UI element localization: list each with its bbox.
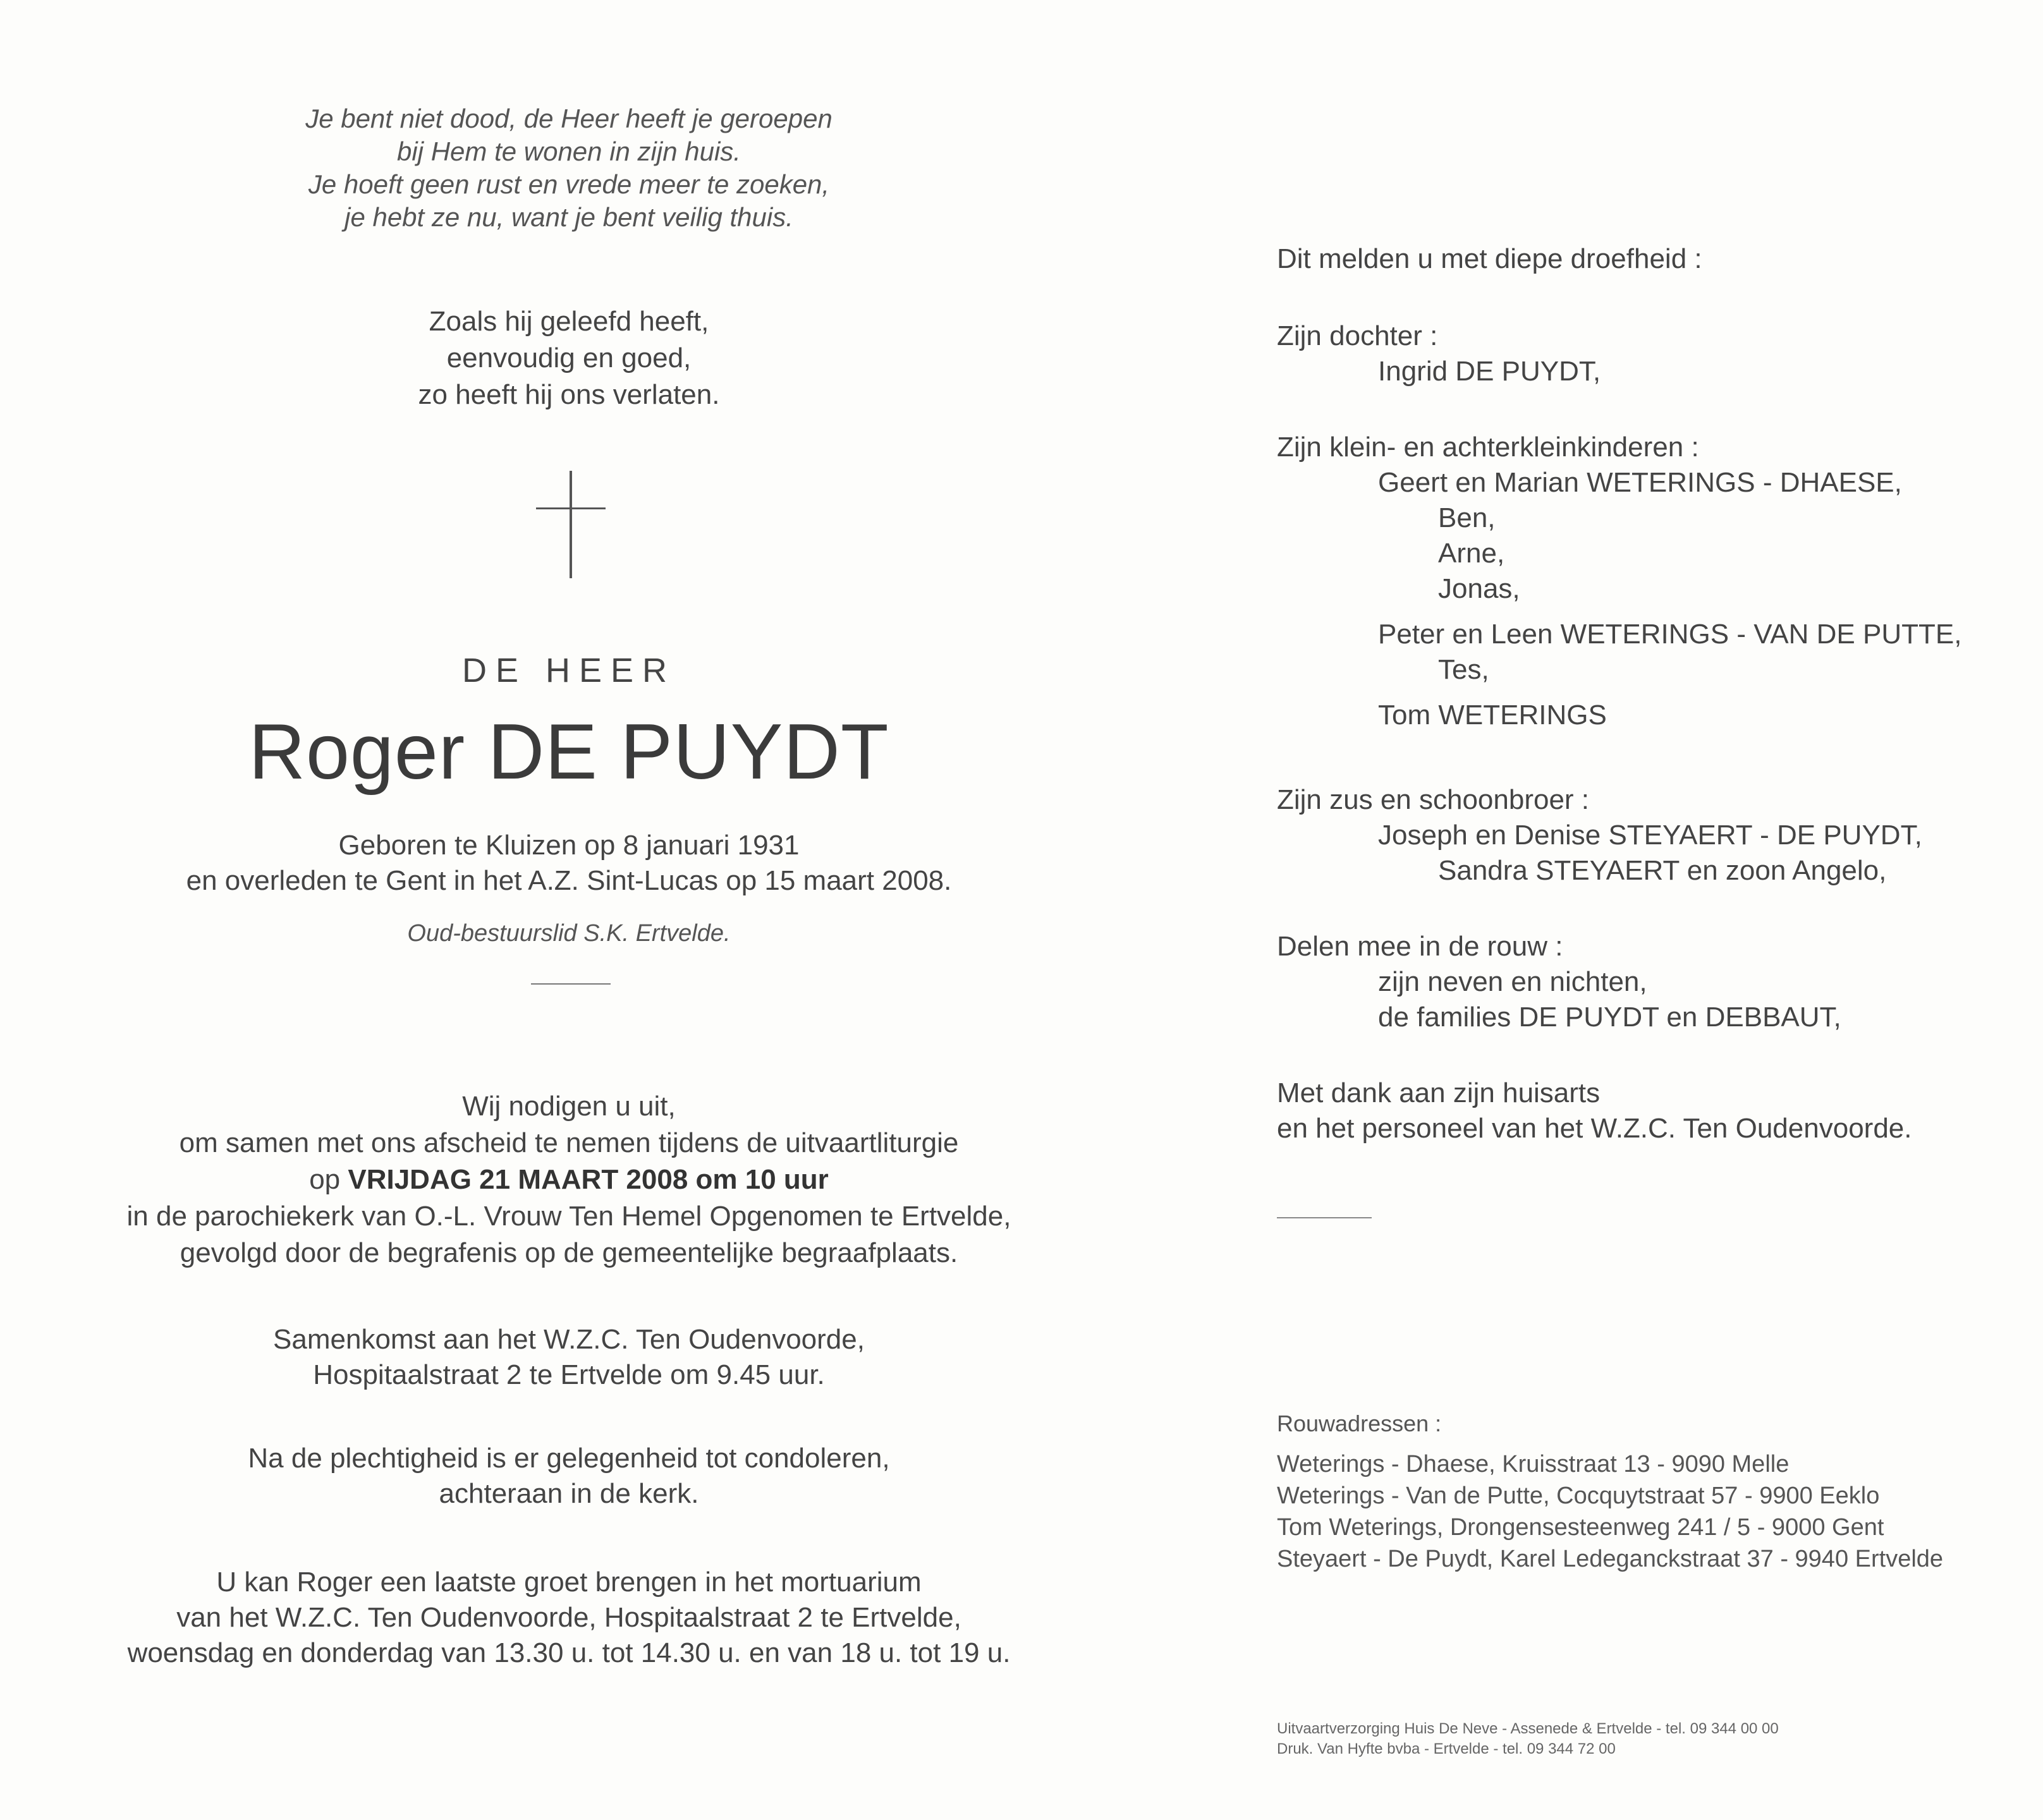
grandchildren-heading: Zijn klein- en achterkleinkinderen : — [1277, 432, 1699, 463]
invitation — [0, 1088, 1138, 1271]
poem-line: Je hoeft geen rust en vrede meer te zoeken, — [308, 169, 830, 199]
mortuary-line: woensdag en donderdag van 13.30 u. tot 14.30 u. en van 18 u. tot 19 u. — [127, 1637, 1011, 1668]
mourning-line: de families DE PUYDT en DEBBAUT, — [1378, 1002, 1841, 1033]
funeral-date: VRIJDAG 21 MAART 2008 om 10 uur — [348, 1164, 829, 1195]
divider — [531, 983, 611, 985]
great-grandchild: Arne, — [1438, 538, 1505, 569]
motto-line: zo heeft hij ons verlaten. — [418, 379, 720, 410]
printer-line: Uitvaartverzorging Huis De Neve - Assenede & Ertvelde - tel. 09 344 00 00 — [1277, 1720, 1779, 1737]
great-grandchild: Jonas, — [1438, 573, 1520, 604]
printer-credits — [1277, 1719, 1779, 1759]
gathering-line: Samenkomst aan het W.Z.C. Ten Oudenvoorde, — [273, 1324, 865, 1355]
mortuary — [0, 1565, 1138, 1671]
address-line: Weterings - Dhaese, Kruisstraat 13 - 9090 Melle — [1277, 1451, 1790, 1477]
divider — [1277, 1217, 1372, 1218]
poem-line: Je bent niet dood, de Heer heeft je geroepen — [305, 104, 832, 133]
poem-line: je hebt ze nu, want je bent veilig thuis. — [345, 202, 793, 232]
mortuary-line: van het W.Z.C. Ten Oudenvoorde, Hospitaalstraat 2 te Ertvelde, — [176, 1602, 961, 1633]
thanks-line: en het personeel van het W.Z.C. Ten Oudenvoorde. — [1277, 1113, 1912, 1144]
sister-child: Sandra STEYAERT en zoon Angelo, — [1438, 855, 1887, 886]
daughter-heading: Zijn dochter : — [1277, 320, 1438, 351]
grandchild-family: Peter en Leen WETERINGS - VAN DE PUTTE, — [1378, 619, 1962, 650]
cross-icon — [536, 471, 606, 578]
address-line: Tom Weterings, Drongensesteenweg 241 / 5 - 9000 Gent — [1277, 1514, 1884, 1541]
gathering-line: Hospitaalstraat 2 te Ertvelde om 9.45 uur. — [313, 1359, 825, 1390]
role-line: Oud-bestuurslid S.K. Ertvelde. — [407, 920, 731, 947]
grandchild-family: Geert en Marian WETERINGS - DHAESE, — [1378, 467, 1902, 498]
address-line: Steyaert - De Puydt, Karel Ledeganckstraat 37 - 9940 Ertvelde — [1277, 1546, 1944, 1572]
deceased-name: Roger DE PUYDT — [248, 708, 889, 796]
printer-line: Druk. Van Hyfte bvba - Ertvelde - tel. 09 344 72 00 — [1277, 1740, 1616, 1757]
condolence-line: achteraan in de kerk. — [439, 1478, 699, 1509]
invitation-date-line — [0, 1162, 1138, 1198]
grandchild-family: Tom WETERINGS — [1378, 700, 1607, 731]
daughter-name: Ingrid DE PUYDT, — [1378, 356, 1601, 387]
address-line: Weterings - Van de Putte, Cocquytstraat 57 - 9900 Eeklo — [1277, 1483, 1880, 1509]
family-intro: Dit melden u met diepe droefheid : — [1277, 243, 1702, 274]
birth-line: Geboren te Kluizen op 8 januari 1931 — [338, 830, 800, 861]
motto-line: Zoals hij geleefd heeft, — [429, 306, 709, 337]
invitation-line: gevolgd door de begrafenis op de gemeentelijke begraafplaats. — [180, 1237, 958, 1268]
birth-death-dates — [0, 828, 1138, 899]
title-prefix: DE HEER — [461, 652, 676, 689]
sister-heading: Zijn zus en schoonbroer : — [1277, 784, 1590, 815]
great-grandchild: Tes, — [1438, 654, 1489, 685]
mortuary-line: U kan Roger een laatste groet brengen in het mortuarium — [216, 1567, 922, 1598]
invitation-line: in de parochiekerk van O.-L. Vrouw Ten Hemel Opgenomen te Ertvelde, — [126, 1201, 1011, 1232]
gathering — [0, 1322, 1138, 1393]
mourning-line: zijn neven en nichten, — [1378, 966, 1647, 997]
poem-line: bij Hem te wonen in zijn huis. — [397, 136, 741, 166]
condolence-line: Na de plechtigheid is er gelegenheid tot condoleren, — [248, 1443, 890, 1474]
poem — [0, 102, 1138, 234]
invitation-line: om samen met ons afscheid te nemen tijdens de uitvaartliturgie — [179, 1127, 959, 1158]
mourning-heading: Delen mee in de rouw : — [1277, 931, 1563, 962]
invitation-line: Wij nodigen u uit, — [462, 1091, 676, 1122]
condolence — [0, 1441, 1138, 1512]
great-grandchild: Ben, — [1438, 502, 1496, 533]
addresses-list — [1277, 1448, 1943, 1575]
death-line: en overleden te Gent in het A.Z. Sint-Lucas op 15 maart 2008. — [186, 865, 952, 896]
date-prefix: op — [309, 1164, 348, 1195]
motto-line: eenvoudig en goed, — [446, 343, 692, 373]
thanks-line: Met dank aan zijn huisarts — [1277, 1077, 1601, 1108]
motto — [0, 303, 1138, 413]
addresses-heading: Rouwadressen : — [1277, 1410, 1442, 1436]
sister-names: Joseph en Denise STEYAERT - DE PUYDT, — [1378, 820, 1922, 851]
